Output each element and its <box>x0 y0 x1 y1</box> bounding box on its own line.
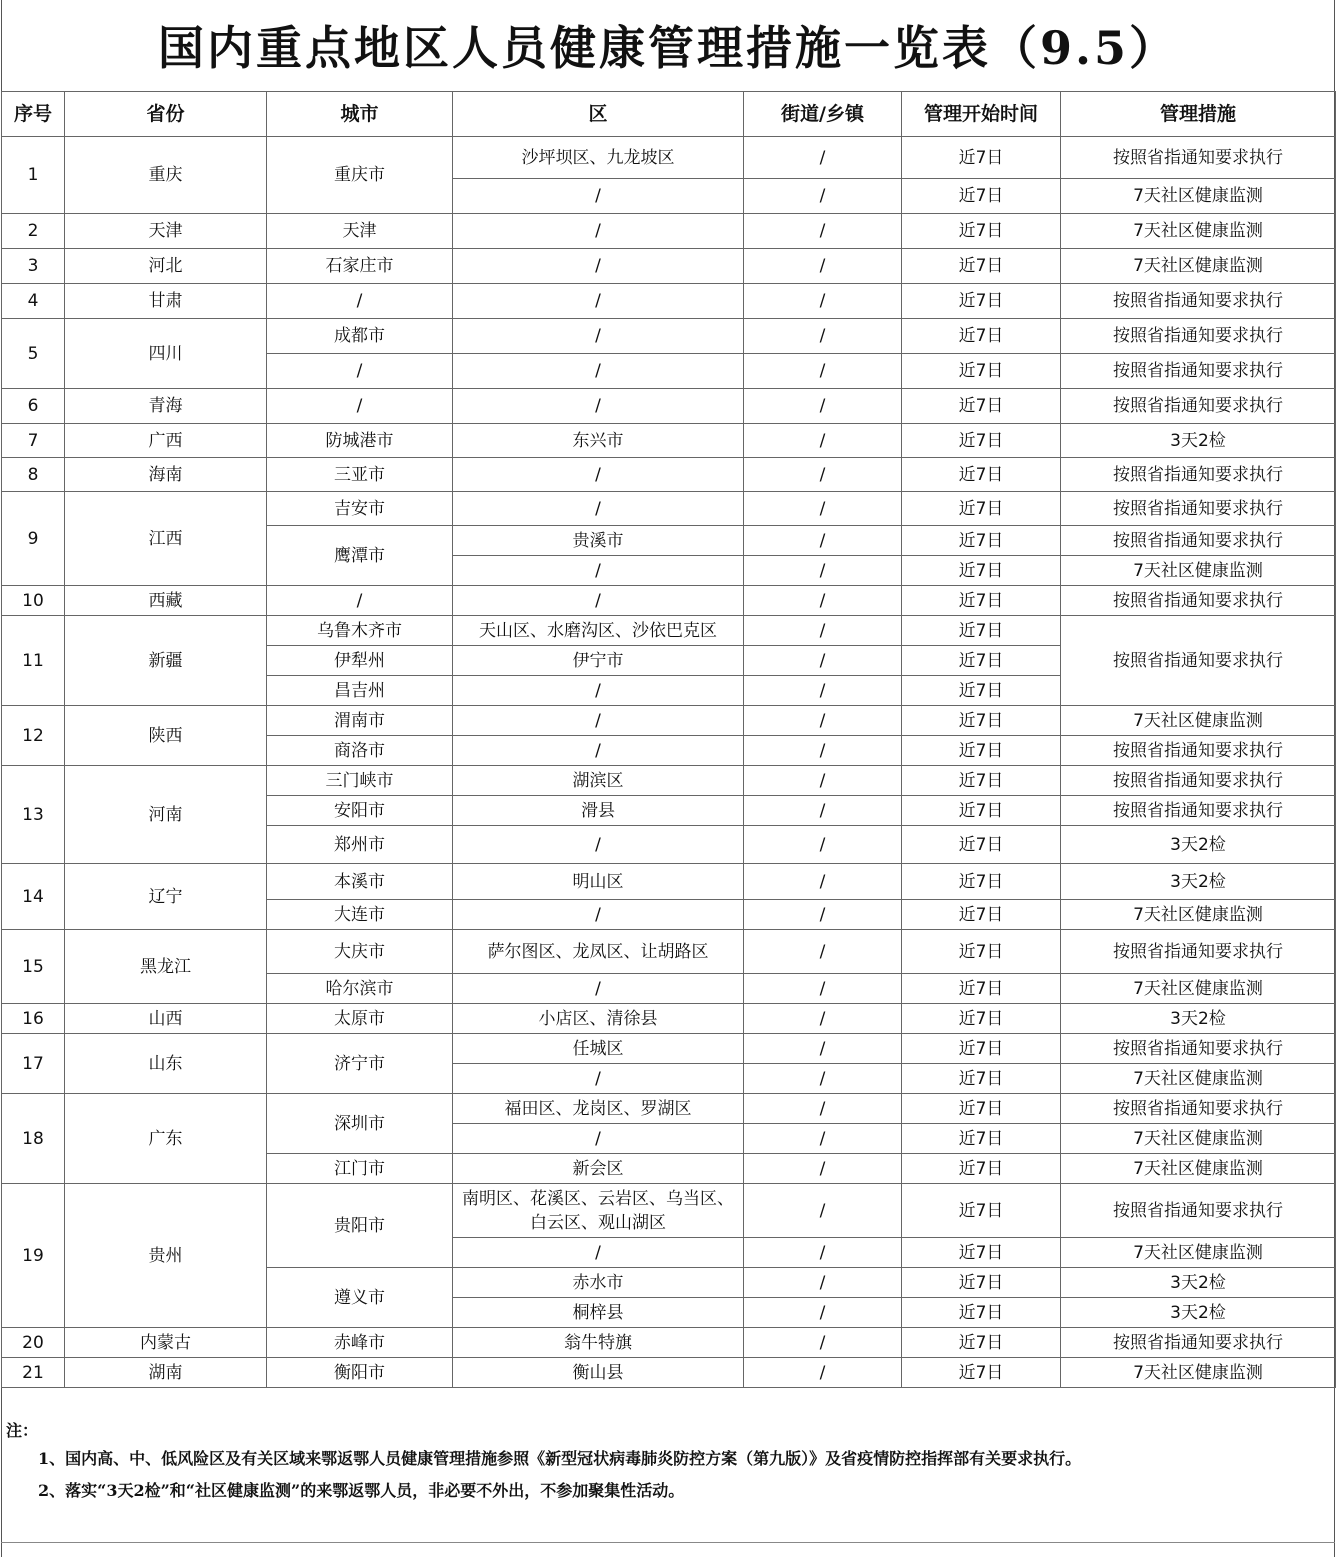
table-cell: / <box>744 249 902 284</box>
table-cell: 海南 <box>65 458 267 492</box>
table-cell: 内蒙古 <box>65 1328 267 1358</box>
table-cell: 近7日 <box>902 1298 1061 1328</box>
table-cell: 9 <box>2 492 65 586</box>
table-cell: / <box>453 492 744 526</box>
table-cell: / <box>744 766 902 796</box>
table-cell: / <box>744 1358 902 1388</box>
table-cell: 防城港市 <box>267 424 453 458</box>
table-cell: 新会区 <box>453 1154 744 1184</box>
table-cell: 按照省指通知要求执行 <box>1061 389 1336 424</box>
table-cell: 近7日 <box>902 1034 1061 1064</box>
table-body <box>2 137 1336 1388</box>
table-row <box>2 137 1336 179</box>
note-item: 1、国内高、中、低风险区及有关区域来鄂返鄂人员健康管理措施参照《新型冠状病毒肺炎防控方案（第九版）》及省疫情防控指挥部有关要求执行。 <box>38 1449 1082 1468</box>
table-cell: / <box>453 179 744 214</box>
table-cell: 湖南 <box>65 1358 267 1388</box>
table-cell: / <box>744 492 902 526</box>
table-cell: 本溪市 <box>267 864 453 900</box>
table-cell: 广西 <box>65 424 267 458</box>
table-cell: / <box>453 706 744 736</box>
table-cell: 河北 <box>65 249 267 284</box>
table-cell: / <box>744 1328 902 1358</box>
table-cell: 1 <box>2 137 65 214</box>
table-row <box>2 424 1336 458</box>
table-cell: 大连市 <box>267 900 453 930</box>
table-cell: 3天2检 <box>1061 826 1336 864</box>
table-cell: 黑龙江 <box>65 930 267 1004</box>
table-cell: 7天社区健康监测 <box>1061 974 1336 1004</box>
table-cell: 按照省指通知要求执行 <box>1061 930 1336 974</box>
table-cell: 萨尔图区、龙凤区、让胡路区 <box>453 930 744 974</box>
table-cell: 7 <box>2 424 65 458</box>
table-cell: 安阳市 <box>267 796 453 826</box>
table-cell: 赤水市 <box>453 1268 744 1298</box>
table-cell: 按照省指通知要求执行 <box>1061 736 1336 766</box>
table-cell: 天山区、水磨沟区、沙依巴克区 <box>453 616 744 646</box>
table-cell: 近7日 <box>902 766 1061 796</box>
table-cell: 沙坪坝区、九龙坡区 <box>453 137 744 179</box>
table-cell: 辽宁 <box>65 864 267 930</box>
table-cell: 按照省指通知要求执行 <box>1061 526 1336 556</box>
table-cell: / <box>267 389 453 424</box>
table-cell: 近7日 <box>902 1004 1061 1034</box>
table-cell: 按照省指通知要求执行 <box>1061 284 1336 319</box>
table-cell: 近7日 <box>902 492 1061 526</box>
table-cell: 商洛市 <box>267 736 453 766</box>
table-cell: 近7日 <box>902 930 1061 974</box>
table-cell: 近7日 <box>902 214 1061 249</box>
table-cell: / <box>744 556 902 586</box>
table-cell: 11 <box>2 616 65 706</box>
table-cell: / <box>453 586 744 616</box>
table-cell: 近7日 <box>902 1328 1061 1358</box>
header-cell: 街道/乡镇 <box>744 92 902 137</box>
table-cell: 翁牛特旗 <box>453 1328 744 1358</box>
table-cell: 甘肃 <box>65 284 267 319</box>
table-cell: 近7日 <box>902 424 1061 458</box>
table-cell: 近7日 <box>902 1094 1061 1124</box>
table-row <box>2 214 1336 249</box>
table-cell: / <box>453 249 744 284</box>
table-cell: 郑州市 <box>267 826 453 864</box>
table-cell: / <box>453 1064 744 1094</box>
table-cell: 济宁市 <box>267 1034 453 1094</box>
header-cell: 管理开始时间 <box>902 92 1061 137</box>
table-row <box>2 1184 1336 1238</box>
table-cell: 近7日 <box>902 1358 1061 1388</box>
table-row <box>2 1004 1336 1034</box>
table-cell: 明山区 <box>453 864 744 900</box>
table-cell: 7天社区健康监测 <box>1061 1064 1336 1094</box>
table-cell: 东兴市 <box>453 424 744 458</box>
table-cell: 按照省指通知要求执行 <box>1061 766 1336 796</box>
table-cell: / <box>744 1064 902 1094</box>
table-cell: 3天2检 <box>1061 864 1336 900</box>
table-cell: 8 <box>2 458 65 492</box>
page-title: 国内重点地区人员健康管理措施一览表（9.5） <box>157 21 1179 75</box>
table-cell: 近7日 <box>902 137 1061 179</box>
table-cell: / <box>744 796 902 826</box>
header-cell: 区 <box>453 92 744 137</box>
table-cell: 按照省指通知要求执行 <box>1061 458 1336 492</box>
table-cell: / <box>744 646 902 676</box>
table-cell: / <box>744 930 902 974</box>
table-cell: 20 <box>2 1328 65 1358</box>
table-cell: / <box>453 319 744 354</box>
table-cell: 21 <box>2 1358 65 1388</box>
table-cell: 10 <box>2 586 65 616</box>
table-row <box>2 930 1336 974</box>
header-cell: 序号 <box>2 92 65 137</box>
table-cell: / <box>453 1238 744 1268</box>
table-cell: 重庆市 <box>267 137 453 214</box>
table-cell: / <box>744 424 902 458</box>
table-cell: 遵义市 <box>267 1268 453 1328</box>
table-cell: 衡山县 <box>453 1358 744 1388</box>
table-cell: / <box>744 1184 902 1238</box>
table-cell: 7天社区健康监测 <box>1061 1124 1336 1154</box>
table-cell: / <box>744 137 902 179</box>
table-cell: 按照省指通知要求执行 <box>1061 319 1336 354</box>
table-cell: 湖滨区 <box>453 766 744 796</box>
table-cell: 7天社区健康监测 <box>1061 1238 1336 1268</box>
table-cell: / <box>744 974 902 1004</box>
table-cell: 衡阳市 <box>267 1358 453 1388</box>
table-cell: / <box>267 284 453 319</box>
table-cell: / <box>744 1004 902 1034</box>
table-cell: 近7日 <box>902 1268 1061 1298</box>
table-cell: 福田区、龙岗区、罗湖区 <box>453 1094 744 1124</box>
table-cell: 15 <box>2 930 65 1004</box>
table-cell: / <box>744 284 902 319</box>
table-cell: 四川 <box>65 319 267 389</box>
table-cell: 西藏 <box>65 586 267 616</box>
table-cell: 河南 <box>65 766 267 864</box>
table-cell: 南明区、花溪区、云岩区、乌当区、白云区、观山湖区 <box>453 1184 744 1238</box>
table-cell: / <box>453 389 744 424</box>
table-cell: 吉安市 <box>267 492 453 526</box>
table-cell: 近7日 <box>902 706 1061 736</box>
table-cell: 近7日 <box>902 900 1061 930</box>
table-row <box>2 616 1336 646</box>
table-cell: / <box>744 1034 902 1064</box>
table-cell: 天津 <box>267 214 453 249</box>
table-cell: 3天2检 <box>1061 1298 1336 1328</box>
table-cell: 近7日 <box>902 646 1061 676</box>
table-cell: 3天2检 <box>1061 424 1336 458</box>
table-cell: / <box>744 1238 902 1268</box>
table-cell: 7天社区健康监测 <box>1061 214 1336 249</box>
table-cell: 近7日 <box>902 1124 1061 1154</box>
table-cell: / <box>744 319 902 354</box>
bottom-divider <box>1 1542 1335 1543</box>
table-cell: 近7日 <box>902 1238 1061 1268</box>
table-cell: / <box>453 974 744 1004</box>
notes-heading: 注： <box>6 1421 39 1440</box>
header-cell: 省份 <box>65 92 267 137</box>
table-row <box>2 249 1336 284</box>
table-cell: 近7日 <box>902 974 1061 1004</box>
table-cell: 6 <box>2 389 65 424</box>
table-cell: 贵溪市 <box>453 526 744 556</box>
table-cell: 16 <box>2 1004 65 1034</box>
table-cell: / <box>744 900 902 930</box>
table-cell: / <box>453 214 744 249</box>
table-cell: 近7日 <box>902 526 1061 556</box>
table-cell: 渭南市 <box>267 706 453 736</box>
table-cell: 任城区 <box>453 1034 744 1064</box>
table-cell: / <box>744 586 902 616</box>
header-cell: 城市 <box>267 92 453 137</box>
table-cell: 按照省指通知要求执行 <box>1061 137 1336 179</box>
table-cell: / <box>453 556 744 586</box>
table-header-row <box>2 92 1336 137</box>
table-cell: 昌吉州 <box>267 676 453 706</box>
table-cell: / <box>453 900 744 930</box>
table-cell: / <box>744 1268 902 1298</box>
table-cell: 12 <box>2 706 65 766</box>
header-cell: 管理措施 <box>1061 92 1336 137</box>
table-cell: 哈尔滨市 <box>267 974 453 1004</box>
table-cell: 山西 <box>65 1004 267 1034</box>
table-cell: 近7日 <box>902 556 1061 586</box>
table-cell: 按照省指通知要求执行 <box>1061 354 1336 389</box>
table-cell: 贵阳市 <box>267 1184 453 1268</box>
table-cell: / <box>453 458 744 492</box>
table-cell: 近7日 <box>902 826 1061 864</box>
table-row <box>2 492 1336 526</box>
table-row <box>2 319 1336 354</box>
table-cell: 18 <box>2 1094 65 1184</box>
table-row <box>2 1358 1336 1388</box>
table-cell: 13 <box>2 766 65 864</box>
table-cell: 山东 <box>65 1034 267 1094</box>
table-row <box>2 1034 1336 1064</box>
table-cell: 三亚市 <box>267 458 453 492</box>
table-cell: 近7日 <box>902 586 1061 616</box>
table-cell: 近7日 <box>902 616 1061 646</box>
table-cell: 2 <box>2 214 65 249</box>
table-cell: 天津 <box>65 214 267 249</box>
table-cell: 近7日 <box>902 864 1061 900</box>
table-cell: 按照省指通知要求执行 <box>1061 616 1336 706</box>
table-cell: 石家庄市 <box>267 249 453 284</box>
table-cell: 7天社区健康监测 <box>1061 179 1336 214</box>
table-cell: / <box>744 1154 902 1184</box>
table-cell: 三门峡市 <box>267 766 453 796</box>
table-cell: 近7日 <box>902 676 1061 706</box>
table-cell: 按照省指通知要求执行 <box>1061 796 1336 826</box>
table-cell: 近7日 <box>902 249 1061 284</box>
table-cell: 7天社区健康监测 <box>1061 1358 1336 1388</box>
table-cell: 按照省指通知要求执行 <box>1061 1328 1336 1358</box>
table-cell: 新疆 <box>65 616 267 706</box>
table-cell: 近7日 <box>902 319 1061 354</box>
table-cell: 按照省指通知要求执行 <box>1061 492 1336 526</box>
table-cell: 按照省指通知要求执行 <box>1061 1184 1336 1238</box>
table-cell: 近7日 <box>902 284 1061 319</box>
health-management-table <box>1 91 1336 1388</box>
table-cell: 深圳市 <box>267 1094 453 1154</box>
table-row <box>2 706 1336 736</box>
table-cell: 重庆 <box>65 137 267 214</box>
table-cell: 5 <box>2 319 65 389</box>
note-item: 2、落实“3天2检”和“社区健康监测”的来鄂返鄂人员，非必要不外出，不参加聚集性活动。 <box>38 1481 685 1500</box>
table-cell: 近7日 <box>902 1154 1061 1184</box>
table-cell: 4 <box>2 284 65 319</box>
table-cell: 近7日 <box>902 1184 1061 1238</box>
table-cell: / <box>744 526 902 556</box>
table-cell: 鹰潭市 <box>267 526 453 586</box>
table-cell: / <box>744 458 902 492</box>
table-cell: 青海 <box>65 389 267 424</box>
table-cell: 广东 <box>65 1094 267 1184</box>
table-cell: 按照省指通知要求执行 <box>1061 586 1336 616</box>
table-cell: 17 <box>2 1034 65 1094</box>
table-cell: 近7日 <box>902 458 1061 492</box>
table-cell: 7天社区健康监测 <box>1061 249 1336 284</box>
table-cell: 小店区、清徐县 <box>453 1004 744 1034</box>
table-cell: 太原市 <box>267 1004 453 1034</box>
table-cell: 赤峰市 <box>267 1328 453 1358</box>
table-row <box>2 458 1336 492</box>
table-cell: 贵州 <box>65 1184 267 1328</box>
table-cell: 伊犁州 <box>267 646 453 676</box>
table-cell: 陕西 <box>65 706 267 766</box>
table-cell: 近7日 <box>902 796 1061 826</box>
table-row <box>2 766 1336 796</box>
table-cell: 成都市 <box>267 319 453 354</box>
table-cell: 7天社区健康监测 <box>1061 900 1336 930</box>
table-cell: / <box>267 586 453 616</box>
table-cell: / <box>453 284 744 319</box>
table-cell: / <box>267 354 453 389</box>
table-cell: / <box>744 826 902 864</box>
table-cell: 3天2检 <box>1061 1004 1336 1034</box>
table-cell: 桐梓县 <box>453 1298 744 1328</box>
table-cell: 江门市 <box>267 1154 453 1184</box>
table-row <box>2 586 1336 616</box>
table-cell: 江西 <box>65 492 267 586</box>
table-cell: / <box>744 676 902 706</box>
table-row <box>2 284 1336 319</box>
table-row <box>2 1328 1336 1358</box>
table-cell: 3 <box>2 249 65 284</box>
table-cell: / <box>744 354 902 389</box>
table-cell: 14 <box>2 864 65 930</box>
table-cell: / <box>744 736 902 766</box>
table-row <box>2 1094 1336 1124</box>
table-cell: / <box>453 676 744 706</box>
table-cell: / <box>453 1124 744 1154</box>
table-cell: 3天2检 <box>1061 1268 1336 1298</box>
table-cell: 近7日 <box>902 736 1061 766</box>
table-cell: 滑县 <box>453 796 744 826</box>
table-cell: / <box>453 736 744 766</box>
notes-section <box>6 1418 1336 1511</box>
table-cell: 7天社区健康监测 <box>1061 556 1336 586</box>
table-cell: / <box>744 214 902 249</box>
table-cell: / <box>744 864 902 900</box>
table-cell: 伊宁市 <box>453 646 744 676</box>
table-row <box>2 389 1336 424</box>
table-cell: / <box>453 826 744 864</box>
table-row <box>2 864 1336 900</box>
table-cell: 近7日 <box>902 1064 1061 1094</box>
table-cell: 近7日 <box>902 354 1061 389</box>
table-cell: / <box>744 179 902 214</box>
table-cell: / <box>744 616 902 646</box>
table-cell: 近7日 <box>902 179 1061 214</box>
table-cell: / <box>744 389 902 424</box>
table-cell: 7天社区健康监测 <box>1061 1154 1336 1184</box>
table-cell: 按照省指通知要求执行 <box>1061 1094 1336 1124</box>
table-cell: 按照省指通知要求执行 <box>1061 1034 1336 1064</box>
table-cell: / <box>744 1094 902 1124</box>
table-cell: / <box>744 706 902 736</box>
table-cell: 大庆市 <box>267 930 453 974</box>
table-cell: / <box>744 1124 902 1154</box>
table-cell: / <box>453 354 744 389</box>
table-cell: 19 <box>2 1184 65 1328</box>
table-cell: 乌鲁木齐市 <box>267 616 453 646</box>
table-cell: 近7日 <box>902 389 1061 424</box>
table-cell: 7天社区健康监测 <box>1061 706 1336 736</box>
table-cell: / <box>744 1298 902 1328</box>
